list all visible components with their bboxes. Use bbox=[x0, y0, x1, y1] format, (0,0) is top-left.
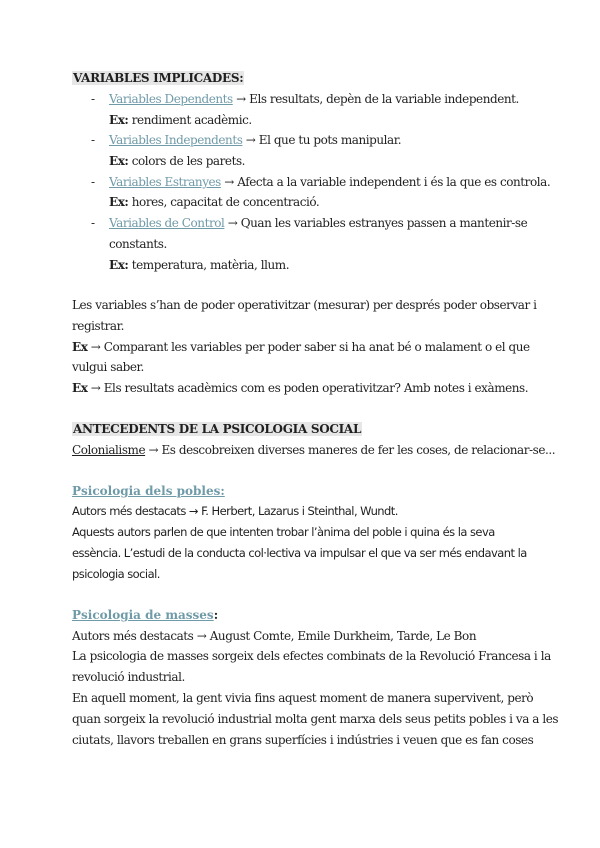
subheading-psicologia-pobles: Psicologia dels pobles: bbox=[72, 484, 225, 498]
bullet-dash: - bbox=[91, 216, 95, 230]
bullet-dash: - bbox=[91, 175, 95, 189]
example-line: Ex: rendiment acadèmic. bbox=[109, 113, 252, 127]
paragraph-line: Aquests autors parlen de que intenten trobar l’ànima del poble i quina és la seva bbox=[72, 525, 495, 539]
variables-de-control-link[interactable]: Variables de Control bbox=[109, 216, 225, 230]
paragraph-line: vulgui saber. bbox=[72, 360, 144, 374]
paragraph-line: En aquell moment, la gent vivia fins aquest moment de manera supervivent, però bbox=[72, 691, 534, 705]
list-item-continuation: constants. bbox=[109, 237, 167, 251]
paragraph-line: quan sorgeix la revolució industrial molta gent marxa dels seus petits pobles i va a les bbox=[72, 712, 559, 726]
paragraph-line: revolució industrial. bbox=[72, 670, 185, 684]
example-line: Ex: temperatura, matèria, llum. bbox=[109, 258, 290, 272]
list-item: Variables de Control → Quan les variables estranyes passen a mantenir-se bbox=[109, 216, 528, 230]
list-item: Variables Estranyes → Afecta a la variable independent i és la que es controla. bbox=[109, 175, 551, 189]
variables-dependents-link[interactable]: Variables Dependents bbox=[109, 92, 233, 106]
example-line: Ex → Comparant les variables per poder saber si ha anat bé o malament o el que bbox=[72, 340, 530, 354]
variables-independents-link[interactable]: Variables Independents bbox=[109, 133, 243, 147]
list-item: Variables Independents → El que tu pots manipular. bbox=[109, 133, 402, 147]
list-item: Variables Dependents → Els resultats, depèn de la variable independent. bbox=[109, 92, 519, 106]
paragraph-line: ciutats, llavors treballen en grans superfícies i indústries i veuen que es fan coses bbox=[72, 733, 534, 747]
authors-line: Autors més destacats → F. Herbert, Lazarus i Steinthal, Wundt. bbox=[72, 504, 398, 518]
subheading-psicologia-masses: Psicologia de masses: bbox=[72, 608, 218, 622]
example-line: Ex: colors de les parets. bbox=[109, 154, 246, 168]
paragraph-line: essència. L’estudi de la conducta col·lectiva va impulsar el que va ser més endavant la bbox=[72, 546, 527, 560]
paragraph-line: psicologia social. bbox=[72, 567, 160, 581]
colonialisme-line: Colonialisme → Es descobreixen diverses maneres de fer les coses, de relacionar-se... bbox=[72, 443, 556, 457]
paragraph-line: registrar. bbox=[72, 319, 124, 333]
bullet-dash: - bbox=[91, 133, 95, 147]
section-heading-variables: VARIABLES IMPLICADES: bbox=[73, 71, 244, 85]
bullet-dash: - bbox=[91, 92, 95, 106]
example-line: Ex → Els resultats acadèmics com es poden operativitzar? Amb notes i exàmens. bbox=[72, 381, 529, 395]
authors-line: Autors més destacats → August Comte, Emile Durkheim, Tarde, Le Bon bbox=[72, 629, 477, 643]
variables-estranyes-link[interactable]: Variables Estranyes bbox=[109, 175, 221, 189]
section-heading-antecedents: ANTECEDENTS DE LA PSICOLOGIA SOCIAL bbox=[73, 422, 362, 436]
paragraph-line: La psicologia de masses sorgeix dels efectes combinats de la Revolució Francesa i la bbox=[72, 649, 551, 663]
paragraph-line: Les variables s’han de poder operativitzar (mesurar) per després poder observar i bbox=[72, 298, 537, 312]
example-line: Ex: hores, capacitat de concentració. bbox=[109, 195, 320, 209]
